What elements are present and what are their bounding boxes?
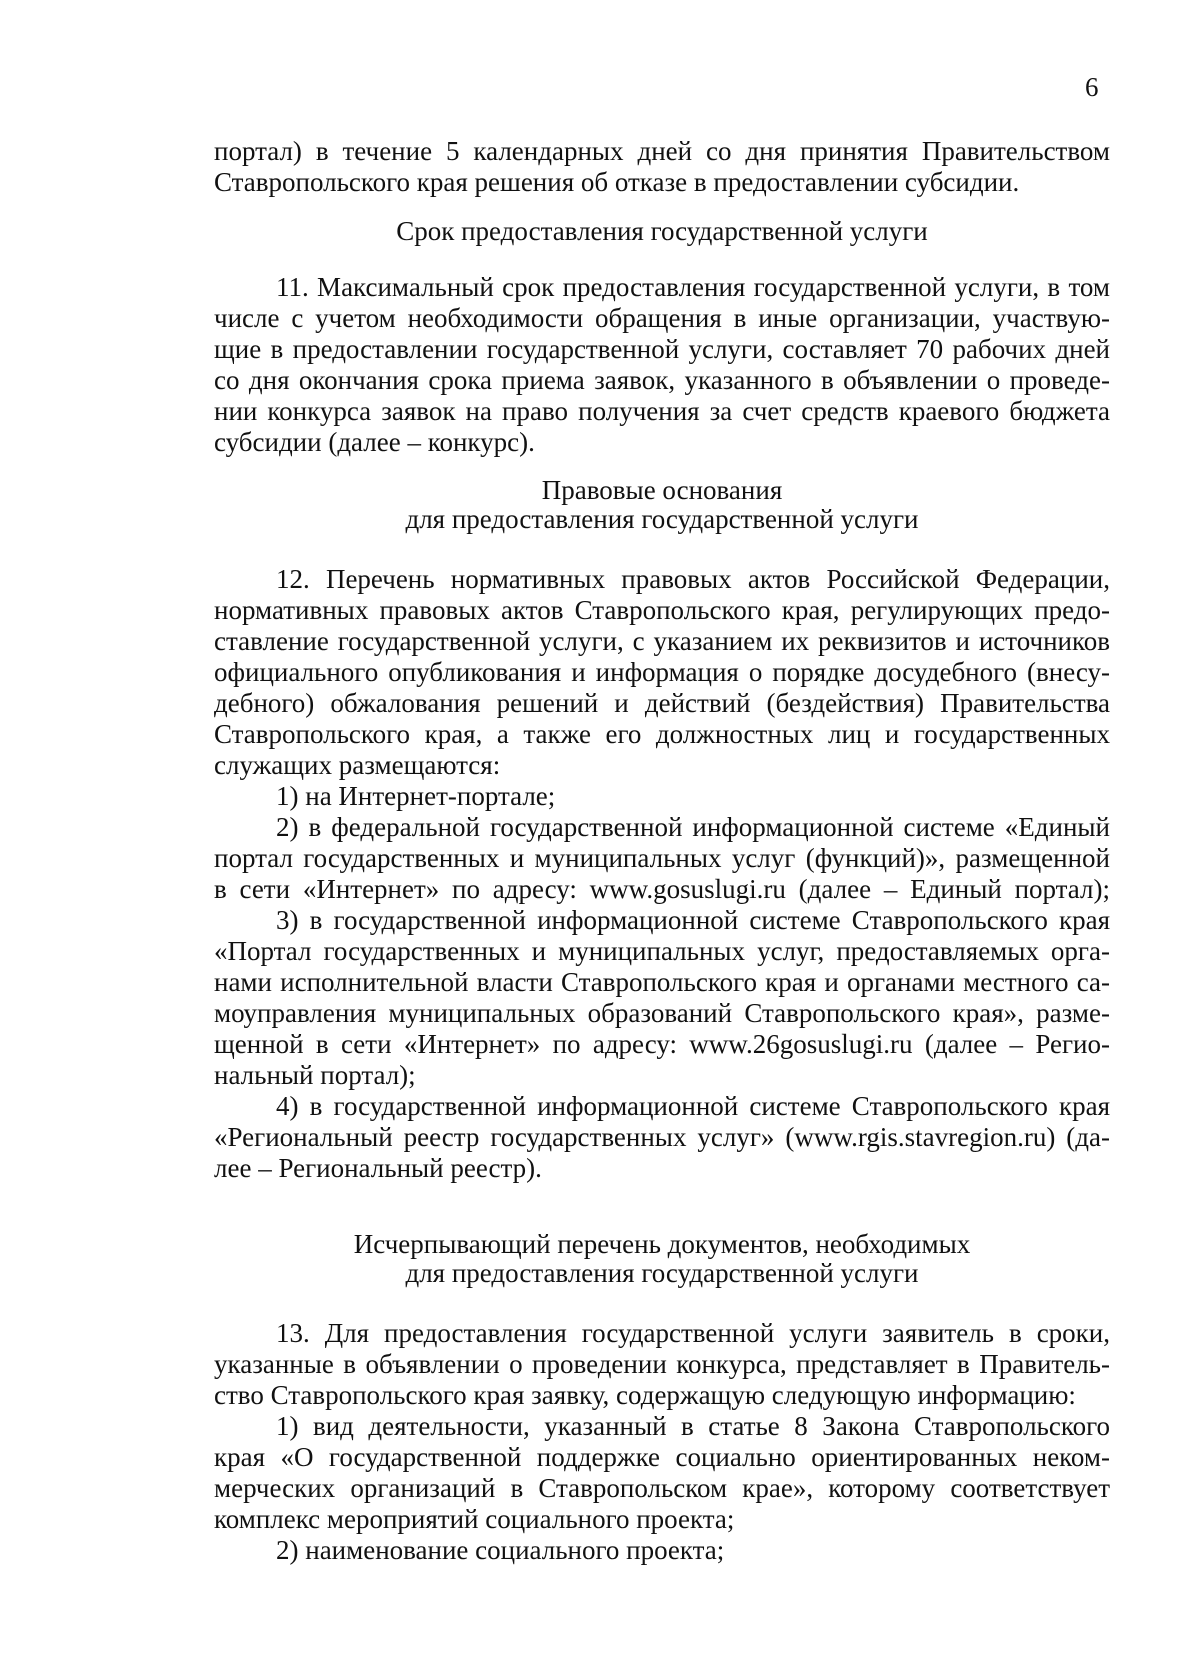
text-line: 12. Перечень нормативных правовых актов Российской Федерации, bbox=[276, 564, 1110, 594]
list-item: 1) на Интернет-портале; bbox=[276, 781, 556, 811]
text-line: 13. Для предоставления государственной услуги заявитель в сроки, bbox=[276, 1318, 1110, 1348]
text-line: портал) в течение 5 календарных дней со дня принятия Правительством bbox=[214, 136, 1110, 166]
text-line: 11. Максимальный срок предоставления государственной услуги, в том bbox=[276, 272, 1110, 302]
text-line: «Региональный реестр государственных услуг» (www.rgis.stavregion.ru) (да- bbox=[214, 1122, 1110, 1152]
text-line: нами исполнительной власти Ставропольского края и органами местного са- bbox=[214, 967, 1110, 997]
paragraph-continuation bbox=[214, 136, 1110, 198]
page-number: 6 bbox=[1085, 72, 1099, 102]
heading-line: Исчерпывающий перечень документов, необходимых bbox=[353, 1229, 971, 1259]
text-line: ство Ставропольского края заявку, содержащую следующую информацию: bbox=[214, 1380, 1076, 1410]
text-line: со дня окончания срока приема заявок, указанного в объявлении о проведе- bbox=[214, 365, 1110, 395]
paragraph-11 bbox=[214, 272, 1110, 458]
list-item: 1) вид деятельности, указанный в статье 8 Закона Ставропольского bbox=[276, 1411, 1110, 1441]
paragraph-13 bbox=[214, 1318, 1110, 1566]
text-line: в сети «Интернет» по адресу: www.gosuslugi.ru (далее – Единый портал); bbox=[214, 874, 1110, 904]
text-line: Ставропольского края решения об отказе в предоставлении субсидии. bbox=[214, 167, 1020, 197]
text-line: дебного) обжалования решений и действий (бездействия) Правительства bbox=[214, 688, 1110, 718]
text-line: числе с учетом необходимости обращения в иные организации, участвую- bbox=[214, 303, 1110, 333]
text-line: края «О государственной поддержке социально ориентированных неком- bbox=[214, 1442, 1110, 1472]
heading-line: Срок предоставления государственной услуги bbox=[396, 216, 928, 246]
text-line: служащих размещаются: bbox=[214, 750, 501, 780]
list-item: 2) в федеральной государственной информационной системе «Единый bbox=[276, 812, 1110, 842]
section-heading-term bbox=[214, 216, 1110, 247]
paragraph-12 bbox=[214, 564, 1110, 1184]
section-heading-documents bbox=[214, 1230, 1110, 1288]
heading-line: Правовые основания bbox=[541, 475, 783, 505]
text-line: мерческих организаций в Ставропольском крае», которому соответствует bbox=[214, 1473, 1110, 1503]
text-line: ставление государственной услуги, с указанием их реквизитов и источников bbox=[214, 626, 1110, 656]
text-line: указанные в объявлении о проведении конкурса, представляет в Правитель- bbox=[214, 1349, 1110, 1379]
text-line: комплекс мероприятий социального проекта; bbox=[214, 1504, 735, 1534]
list-item: 3) в государственной информационной системе Ставропольского края bbox=[276, 905, 1110, 935]
text-line: портал государственных и муниципальных услуг (функций)», размещенной bbox=[214, 843, 1110, 873]
text-line: нии конкурса заявок на право получения за счет средств краевого бюджета bbox=[214, 396, 1110, 426]
heading-line: для предоставления государственной услуги bbox=[405, 504, 919, 534]
text-line: нормативных правовых актов Ставропольского края, регулирующих предо- bbox=[214, 595, 1110, 625]
text-line: щие в предоставлении государственной услуги, составляет 70 рабочих дней bbox=[214, 334, 1110, 364]
heading-line: для предоставления государственной услуги bbox=[405, 1258, 919, 1288]
text-line: лее – Региональный реестр). bbox=[214, 1153, 542, 1183]
text-line: Ставропольского края, а также его должностных лиц и государственных bbox=[214, 719, 1110, 749]
text-line: субсидии (далее – конкурс). bbox=[214, 427, 535, 457]
text-line: щенной в сети «Интернет» по адресу: www.26gosuslugi.ru (далее – Регио- bbox=[214, 1029, 1110, 1059]
text-line: «Портал государственных и муниципальных услуг, предоставляемых орга- bbox=[214, 936, 1110, 966]
text-line: моуправления муниципальных образований Ставропольского края», разме- bbox=[214, 998, 1110, 1028]
list-item: 2) наименование социального проекта; bbox=[276, 1535, 725, 1565]
text-line: нальный портал); bbox=[214, 1060, 416, 1090]
list-item: 4) в государственной информационной системе Ставропольского края bbox=[276, 1091, 1110, 1121]
section-heading-legal bbox=[214, 476, 1110, 534]
text-line: официального опубликования и информация о порядке досудебного (внесу- bbox=[214, 657, 1110, 687]
